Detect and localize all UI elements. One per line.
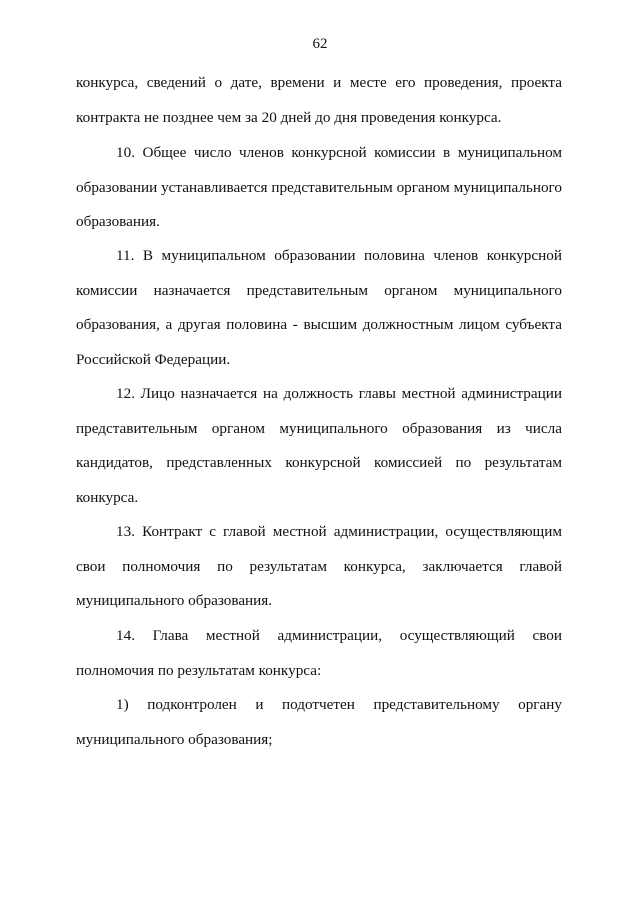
text-line: образования, а другая половина - высшим должностным лицом субъекта <box>76 316 562 333</box>
text-line: конкурса. <box>76 488 139 506</box>
text-line: контракта не позднее чем за 20 дней до дня проведения конкурса. <box>76 108 502 126</box>
text-line: образования. <box>76 213 160 230</box>
text-line: 12. Лицо назначается на должность главы местной администрации <box>116 385 562 402</box>
text-line: полномочия по результатам конкурса: <box>76 661 322 679</box>
paragraph-item-13 <box>76 515 562 619</box>
text-line: 10. Общее число членов конкурсной комиссии в муниципальном <box>116 144 562 161</box>
text-line: 1) подконтролен и подотчетен представительному органу <box>116 696 562 713</box>
paragraph-subitem-1 <box>76 688 562 757</box>
text-line: 14. Глава местной администрации, осуществляющий свои <box>116 627 562 644</box>
paragraph-item-14 <box>76 619 562 688</box>
paragraph-continuation <box>76 66 562 135</box>
paragraph-item-10 <box>76 136 562 240</box>
text-line: представительным органом муниципального образования из числа <box>76 419 562 437</box>
text-line: комиссии назначается представительным органом муниципального <box>76 281 562 299</box>
text-line: муниципального образования. <box>76 592 273 609</box>
paragraph-item-11 <box>76 239 562 377</box>
text-line: муниципального образования; <box>76 730 273 748</box>
text-line: 11. В муниципальном образовании половина членов конкурсной <box>116 247 562 264</box>
page-number: 62 <box>312 36 328 52</box>
text-line: конкурса, сведений о дате, времени и месте его проведения, проекта <box>76 74 562 91</box>
text-line: 13. Контракт с главой местной администрации, осуществляющим <box>116 523 562 540</box>
paragraph-item-12 <box>76 377 562 515</box>
text-line: свои полномочия по результатам конкурса, заключается главой <box>76 557 562 575</box>
text-line: Российской Федерации. <box>76 350 231 368</box>
text-line: образовании устанавливается представительным органом муниципального <box>76 178 562 196</box>
text-line: кандидатов, представленных конкурсной комиссией по результатам <box>76 454 562 471</box>
